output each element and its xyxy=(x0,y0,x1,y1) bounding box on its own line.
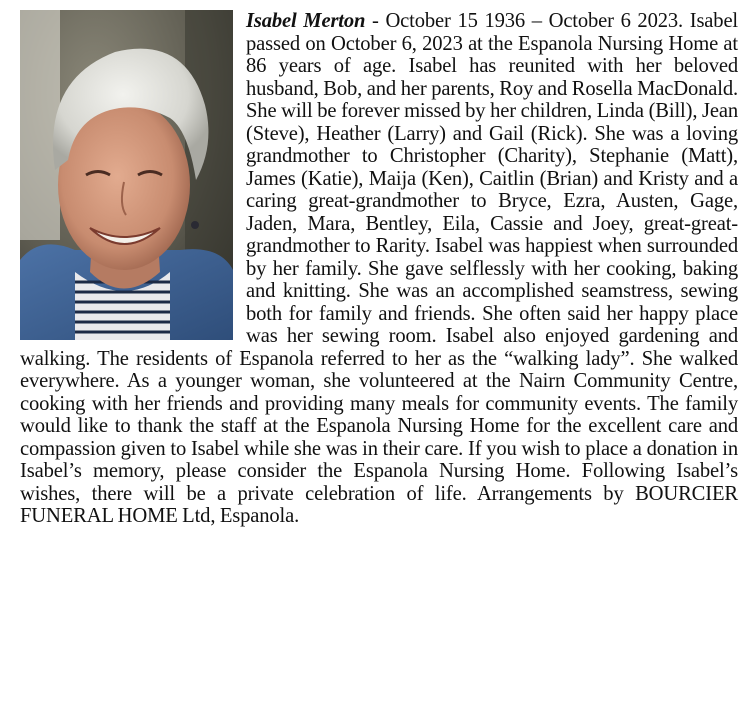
obituary-notice xyxy=(20,10,738,528)
portrait-photo xyxy=(20,10,233,340)
deceased-name: Isabel Merton xyxy=(246,10,366,32)
portrait-image xyxy=(20,10,233,340)
life-dates: - October 15 1936 – October 6 2023. xyxy=(365,10,690,32)
obituary-body: Isabel passed on October 6, 2023 at the Espanola Nursing Home at 86 years of age. Isabel has reunited with her beloved husband, Bob, and her parents, Roy and Rosella MacDonald. She will be forever missed by her children, Linda (Bill), Jean (Steve), Heather (Larry) and Gail (Rick). She was a loving grandmother to Christopher (Charity), Stephanie (Matt), James (Katie), Maija (Ken), Caitlin (Brian) and Kristy and a caring great-grandmother to Bryce, Ezra, Austen, Gage, Jaden, Mara, Bentley, Eila, Cassie and Joey, great-great-grandmother to Rarity. Isabel was happiest when surrounded by her family. She gave selflessly with her cooking, baking and knitting. She was an accomplished seamstress, sewing both for family and friends. She often said her happy place was her sewing room. Isabel also enjoyed gardening and walking. The residents of Espanola referred to her as the “walking lady”. She walked everywhere. As a younger woman, she volunteered at the Nairn Community Centre, cooking with her friends and providing many meals for community events. The family would like to thank the staff at the Espanola Nursing Home for the excellent care and compassion given to Isabel while she was in their care. If you wish to place a donation in Isabel’s memory, please consider the Espanola Nursing Home. Following Isabel’s wishes, there will be a private celebration of life. Arrangements by BOURCIER FUNERAL HOME Ltd, Espanola. xyxy=(20,10,739,527)
